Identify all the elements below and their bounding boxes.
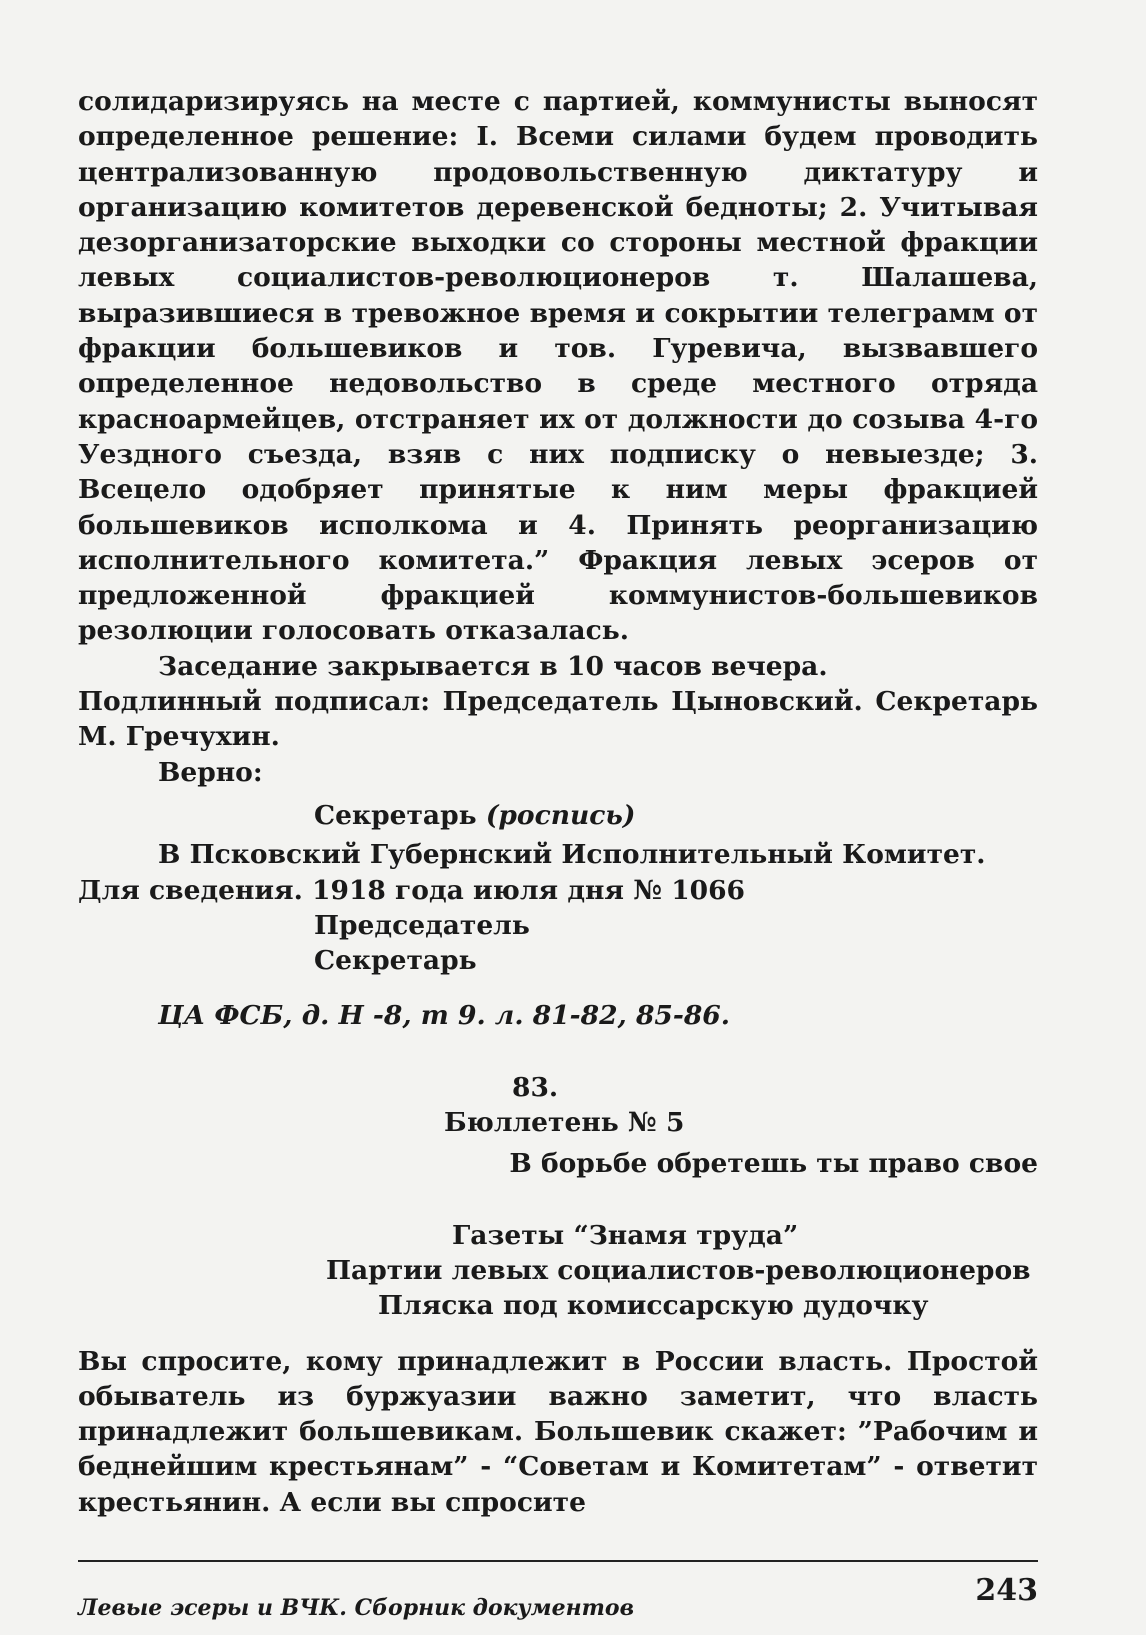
party-name: Партии левых социалистов-революционеров <box>326 1254 1031 1286</box>
chairman-label: Председатель <box>314 909 530 941</box>
signature-mark: (роспись) <box>485 799 636 831</box>
bulletin-title: Бюллетень № 5 <box>444 1107 685 1139</box>
spacer <box>78 978 1038 998</box>
paragraph-resolution: солидаризируясь на месте с партией, коммунисты выносят определенное решение: I. Всеми силами будем проводить централизованную продовольственную диктатуру и организацию комитетов деревенской бедноты; 2. Учитывая дезорганизаторские выходки со стороны местной фракции левых социалистов-революционеров т. Шалашева, выразившиеся в тревожное время и сокрытии телеграмм от фракции большевиков и тов. Гуревича, вызвавшего определенное недовольство в среде местного отряда красноармейцев, отстраняет их от должности до созыва 4-го Уездного съезда, взяв с них подписку о невыезде; 3. Всецело одобряет принятые к ним меры фракцией большевиков исполкома и 4. Принять реорганизацию исполнительного комитета.” Фракция левых эсеров от предложенной фракцией коммунистов-большевиков резолюции голосовать отказалась. <box>78 86 1038 647</box>
body-text <box>78 84 1038 1520</box>
secretary-signature-label: Секретарь <box>314 799 477 831</box>
article-title: Пляска под комиссарскую дудочку <box>378 1290 929 1322</box>
spacer <box>78 1324 1038 1344</box>
closing-line: Заседание закрывается в 10 часов вечера. <box>158 650 828 682</box>
book-title: Левые эсеры и ВЧК. Сборник документов <box>78 1595 635 1621</box>
newspaper-name: Газеты “Знамя труда” <box>452 1219 799 1251</box>
spacer <box>78 1182 1038 1218</box>
spacer <box>78 1034 1038 1070</box>
page-number: 243 <box>975 1573 1038 1608</box>
footer-divider <box>78 1560 1038 1562</box>
secretary-label: Секретарь <box>314 945 477 977</box>
secretary-signature <box>78 798 1038 833</box>
verno-label: Верно: <box>158 756 263 788</box>
paragraph-article: Вы спросите, кому принадлежит в России власть. Простой обыватель из буржуазии важно заметит, что власть принадлежит большевикам. Большевик скажет: ”Рабочим и беднейшим крестьянам” - “Советам и Комитетам” - ответит крестьянин. А если вы спросите <box>78 1345 1038 1518</box>
for-info-line: Для сведения. 1918 года июля дня № 1066 <box>78 874 745 906</box>
archive-reference: ЦА ФСБ, д. Н -8, т 9. л. 81-82, 85-86. <box>158 1000 730 1032</box>
motto-line: В борьбе обретешь ты право свое <box>509 1148 1038 1180</box>
signed-line: Подлинный подписал: Председатель Цыновский. Секретарь М. Гречухин. <box>78 686 1038 753</box>
document-number: 83. <box>512 1071 559 1103</box>
addressee-line: В Псковский Губернский Исполнительный Комитет. <box>158 839 986 871</box>
